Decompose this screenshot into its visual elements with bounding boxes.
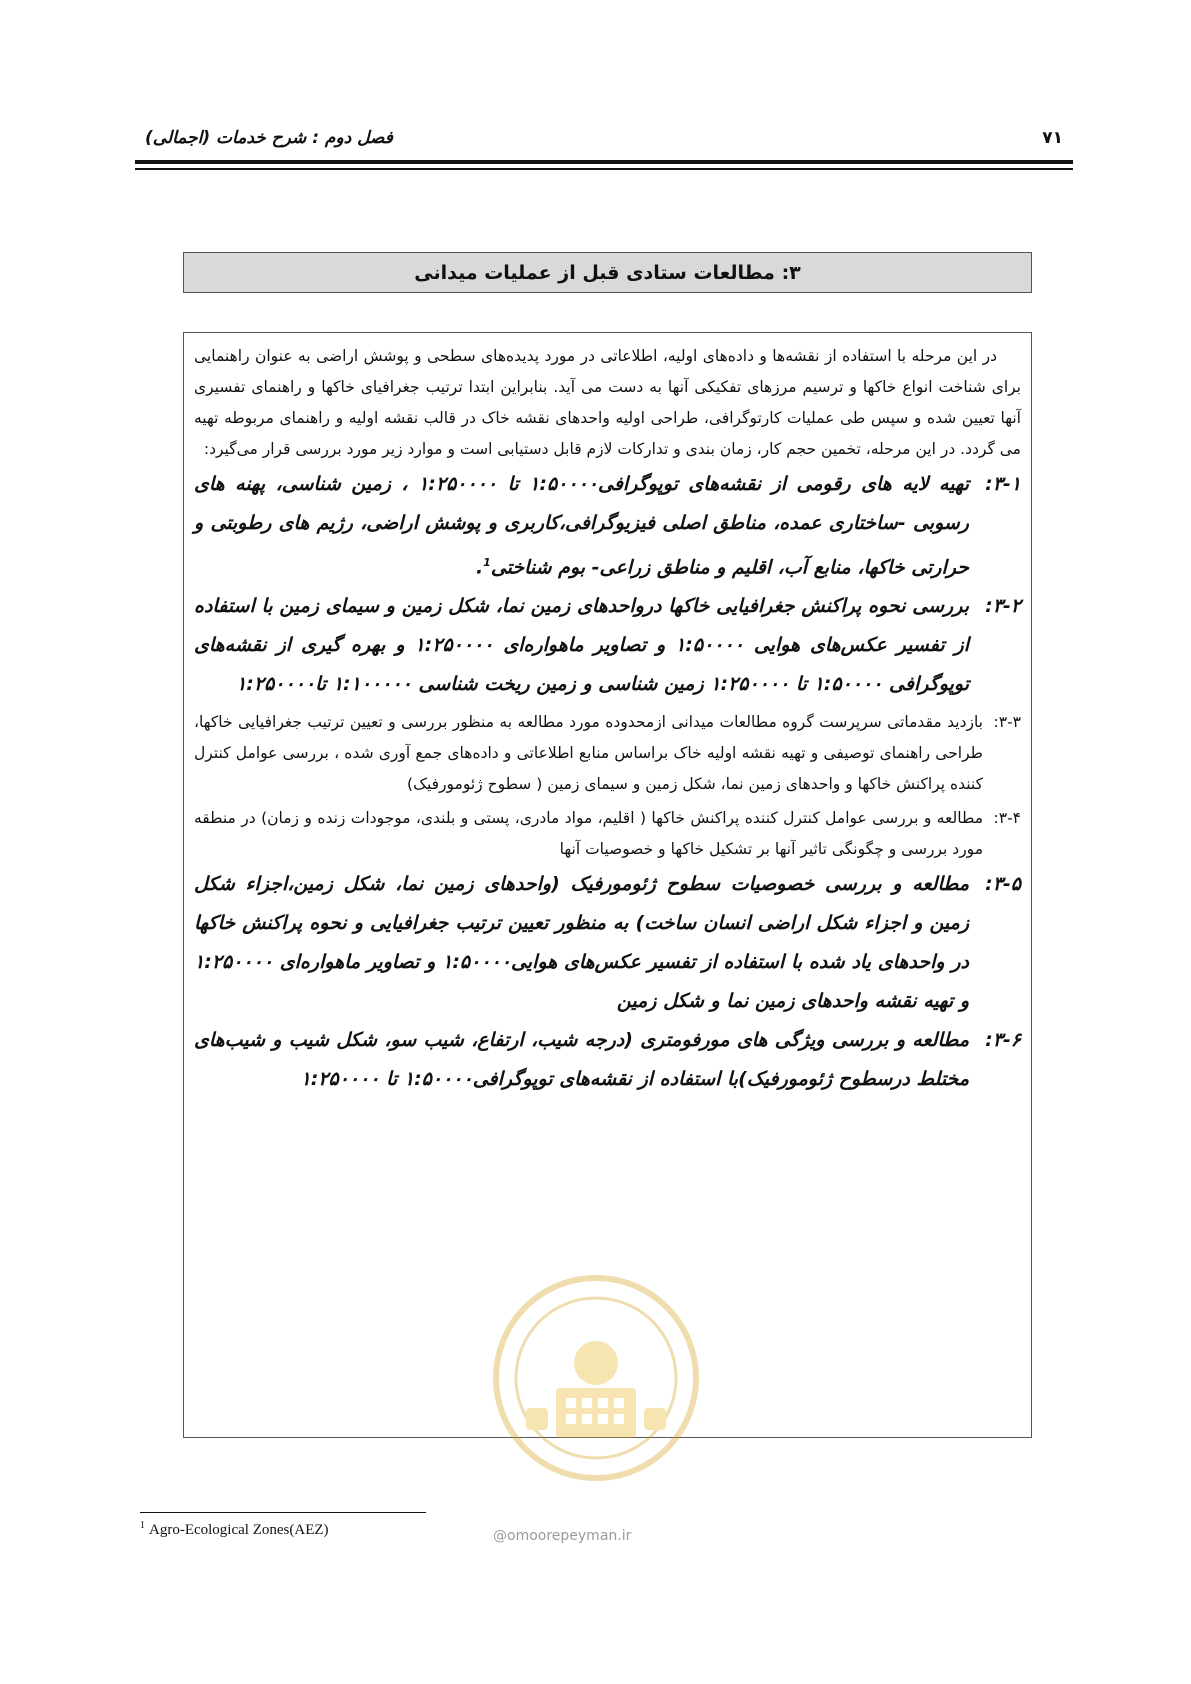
item-number: ۳-۲: — [985, 595, 1021, 618]
item-text: مطالعه و بررسی خصوصیات سطوح ژئومورفیک (واحدهای زمین نما، شکل زمین،اجزاء شکل زمین و اجزاء شکل اراضی انسان ساخت) به منظور تعیین ترتیب جغرافیایی و نحوه پراکنش خاکها در واحدهای یاد شده با استفاده از تفسیر عکس‌های هوایی۱:۵۰۰۰۰ و تصاویر ماهواره‌ای ۱:۲۵۰۰۰۰ و تهیه نقشه واحدهای زمین نما و شکل زمین — [194, 873, 969, 1013]
list-item — [194, 865, 1021, 1021]
list-item — [194, 803, 1021, 865]
footnote — [140, 1520, 329, 1539]
header-rule-thick — [135, 160, 1073, 164]
footnote-text: Agro-Ecological Zones(AEZ) — [149, 1522, 329, 1538]
header-rule-thin — [135, 168, 1073, 170]
page-header — [135, 120, 1073, 180]
watermark-site: @omoorepeyman.ir — [493, 1528, 632, 1544]
list-item — [194, 587, 1021, 704]
chapter-title: فصل دوم : شرح خدمات (اجمالی) — [145, 128, 393, 148]
footnote-ref[interactable]: 1 — [483, 556, 491, 569]
list-item — [194, 707, 1021, 800]
item-number: ۳-۱: — [985, 473, 1021, 495]
item-number: ۳-۵: — [985, 873, 1021, 896]
item-text-end: . — [475, 556, 484, 579]
item-text: مطالعه و بررسی عوامل کنترل کننده پراکنش خاکها ( اقلیم، مواد مادری، پستی و بلندی، موجودات زنده و زمان) در منطقه مورد بررسی و چگونگی تاثیر آنها بر تشکیل خاکها و خصوصیات آنها — [194, 809, 983, 859]
item-text-body: تهیه لایه های رقومی از نقشه‌های توپوگرافی۱:۵۰۰۰۰ تا ۱:۲۵۰۰۰۰ ، زمین شناسی، پهنه های رسوبی -ساختاری عمده، مناطق اصلی فیزیوگرافی،کاربری و پوشش اراضی، رژیم های رطوبتی و حرارتی خاکها، منابع آب، اقلیم و مناطق زراعی- بوم شناختی — [194, 473, 970, 579]
footnote-mark: 1 — [140, 1520, 145, 1531]
item-text: بررسی نحوه پراکنش جغرافیایی خاکها درواحدهای زمین نما، شکل زمین و سیمای زمین با استفاده از تفسیر عکس‌های هوایی ۱:۵۰۰۰۰ و تصاویر ماهواره‌ای ۱:۲۵۰۰۰۰ و بهره گیری از نقشه‌های توپوگرافی ۱:۵۰۰۰۰ تا ۱:۲۵۰۰۰۰ زمین شناسی و زمین ریخت شناسی ۱:۱۰۰۰۰۰ تا۱:۲۵۰۰۰۰ — [194, 595, 969, 696]
footnote-separator — [140, 1512, 426, 1513]
list-item — [194, 1021, 1021, 1099]
intro-paragraph: در این مرحله با استفاده از نقشه‌ها و داده‌های اولیه، اطلاعاتی در مورد پدیده‌های سطحی و پوشش اراضی به عنوان راهنمایی برای شناخت انواع خاکها و ترسیم مرزهای تفکیکی آنها به دست می آید. بنابراین ابتدا ترتیب جغرافیای خاکها و راهنمای تفسیری آنها تعیین شده و سپس طی عملیات کارتوگرافی، طراحی اولیه واحدهای نقشه خاک در قالب نقشه اولیه و راهنمای مربوطه تهیه می گردد. در این مرحله، تخمین حجم کار، زمان بندی و تدارکات لازم قابل دستیابی است و موارد زیر مورد بررسی قرار می‌گیرد: — [194, 347, 1021, 458]
list-item — [194, 465, 1021, 587]
item-text: بازدید مقدماتی سرپرست گروه مطالعات میدانی ازمحدوده مورد مطالعه به منظور بررسی و تعیین ترتیب جغرافیایی خاکها، طراحی راهنمای توصیفی و تهیه نقشه اولیه خاک براساس منابع اطلاعاتی و داده‌های جمع آوری شده ، بررسی عوامل کنترل کننده پراکنش خاکها و واحدهای زمین نما، شکل زمین و سیمای زمین ( سطوح ژئومورفیک) — [194, 713, 983, 794]
item-number: ۳-۴: — [993, 809, 1021, 828]
watermark-seal-icon — [486, 1268, 706, 1488]
item-text — [194, 465, 969, 587]
section-heading: ۳: مطالعات ستادی قبل از عملیات میدانی — [183, 252, 1032, 293]
page-number: ۷۱ — [1042, 128, 1063, 148]
item-number: ۳-۳: — [993, 713, 1021, 732]
item-text: مطالعه و بررسی ویژگی های مورفومتری (درجه شیب، ارتفاع، شیب سو، شکل شیب و شیب‌های مختلط درسطوح ژئومورفیک)با استفاده از نقشه‌های توپوگرافی۱:۵۰۰۰۰ تا ۱:۲۵۰۰۰۰ — [194, 1029, 969, 1091]
item-number: ۳-۶: — [985, 1029, 1021, 1052]
